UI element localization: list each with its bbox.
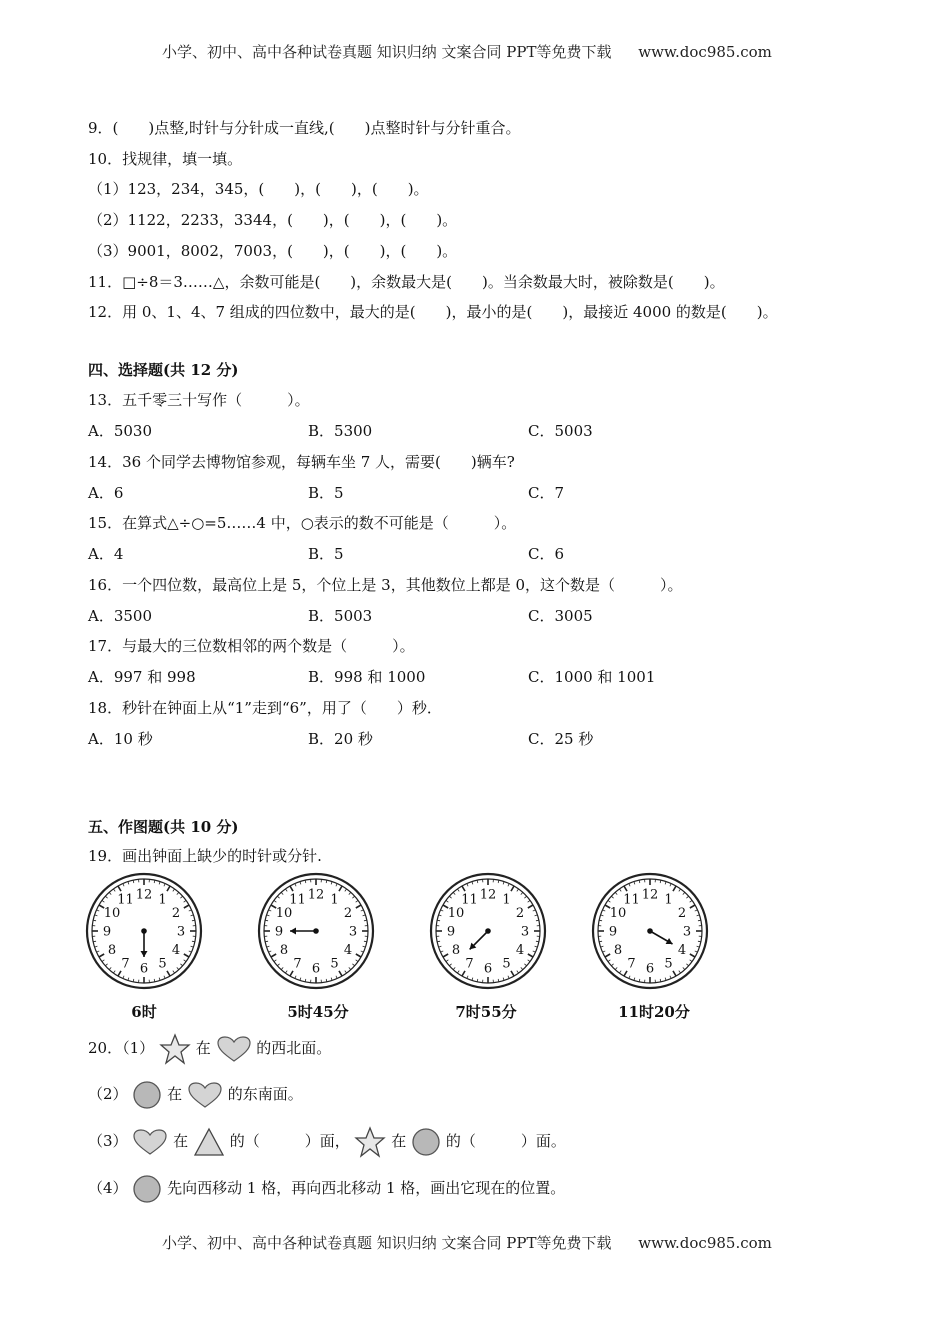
clock-caption: 7时55分 [455, 1003, 517, 1021]
option-c: C．3005 [528, 607, 593, 625]
clock-number: 12 [135, 887, 153, 903]
question-20-2: （2） 在 的东南面。 [88, 1078, 303, 1110]
option-c: C．6 [528, 545, 565, 563]
option-b: B．5 [308, 484, 344, 502]
clock-number: 7 [121, 956, 130, 972]
clock-number: 2 [343, 906, 353, 921]
clock-center [647, 928, 653, 934]
clock-face [590, 871, 710, 991]
clock-number: 8 [613, 943, 623, 958]
question-9: 9．( )点整,时针与分针成一直线,( )点整时针与分针重合。 [88, 119, 521, 137]
heart-icon [216, 1035, 252, 1063]
page-footer [162, 1232, 772, 1253]
clock-number: 1 [502, 892, 511, 908]
option-c: C．1000 和 1001 [528, 668, 656, 686]
clock-number: 11 [461, 892, 478, 908]
circle-icon [411, 1127, 441, 1157]
clock-number: 1 [158, 892, 167, 908]
question-13: 13．五千零三十写作（ ）。 [88, 391, 310, 409]
question-19: 19．画出钟面上缺少的时针或分针. [88, 847, 322, 865]
clock-number: 8 [451, 943, 461, 958]
clock-number: 10 [447, 906, 465, 921]
clock-number: 11 [289, 892, 306, 908]
question-18: 18．秒针在钟面上从“1”走到“6”，用了（ ）秒． [88, 699, 442, 717]
question-15: 15．在算式△÷○=5……4 中，○表示的数不可能是（ ）。 [88, 514, 517, 532]
clock-number: 6 [139, 961, 149, 977]
clock-number: 5 [502, 956, 511, 972]
clock-number: 6 [645, 961, 655, 977]
clock-number: 8 [279, 943, 289, 958]
clock-number: 4 [515, 943, 525, 958]
clock-number: 3 [682, 924, 692, 940]
clock-number: 12 [479, 887, 497, 903]
clock-caption: 5时45分 [287, 1003, 349, 1021]
section-5-title: 五、作图题(共 10 分) [88, 818, 239, 836]
circle-icon [132, 1174, 162, 1204]
question-20-1: 20．（1） 在 的西北面。 [88, 1032, 331, 1065]
clock-number: 7 [627, 956, 636, 972]
triangle-icon [193, 1127, 225, 1157]
question-20-3: （3） 在 的（ ）面， 在 的（ ）面。 [88, 1125, 566, 1158]
header-url[interactable]: www.doc985.com [638, 43, 772, 61]
option-b: B．998 和 1000 [308, 668, 426, 686]
clock-number: 9 [446, 924, 456, 940]
clock-number: 2 [171, 906, 181, 921]
option-b: B．5300 [308, 422, 373, 440]
question-10-3: （3）9001，8002，7003，( )，( )，( )。 [88, 242, 458, 260]
question-11: 11．□÷8＝3……△，余数可能是( )，余数最大是( )。当余数最大时，被除数是( )。 [88, 273, 725, 291]
clock-number: 10 [103, 906, 121, 921]
option-a: A．3500 [88, 607, 153, 625]
clock-number: 5 [158, 956, 167, 972]
clock-number: 2 [677, 906, 687, 921]
heart-icon [132, 1128, 168, 1156]
option-c: C．5003 [528, 422, 593, 440]
question-20-4: （4） 先向西移动 1 格，再向西北移动 1 格，画出它现在的位置。 [88, 1172, 565, 1204]
clock-face [84, 871, 204, 991]
option-c: C．7 [528, 484, 565, 502]
clock-caption: 11时20分 [618, 1003, 690, 1021]
option-b: B．20 秒 [308, 730, 373, 748]
footer-text: 小学、初中、高中各种试卷真题 知识归纳 文案合同 PPT等免费下载 [162, 1234, 612, 1252]
clock-number: 6 [311, 961, 321, 977]
option-b: B．5003 [308, 607, 373, 625]
clock-number: 9 [608, 924, 618, 940]
clock-number: 1 [664, 892, 673, 908]
clock-number: 6 [483, 961, 493, 977]
clock-caption: 6时 [131, 1003, 157, 1021]
question-12: 12．用 0、1、4、7 组成的四位数中，最大的是( )，最小的是( )，最接近 4000 的数是( )。 [88, 303, 778, 321]
question-10-1: （1）123，234，345，( )，( )，( )。 [88, 180, 429, 198]
question-16: 16．一个四位数，最高位上是 5，个位上是 3，其他数位上都是 0，这个数是（ ）。 [88, 576, 683, 594]
option-a: A．10 秒 [88, 730, 153, 748]
clock-center [141, 928, 147, 934]
option-c: C．25 秒 [528, 730, 594, 748]
clock-number: 11 [117, 892, 134, 908]
clock-number: 3 [176, 924, 186, 940]
clock-number: 12 [307, 887, 325, 903]
clock-number: 10 [609, 906, 627, 921]
clock-number: 9 [102, 924, 112, 940]
footer-url[interactable]: www.doc985.com [638, 1234, 772, 1252]
question-10-2: （2）1122，2233，3344，( )，( )，( )。 [88, 211, 458, 229]
clock-number: 11 [623, 892, 640, 908]
clock-number: 3 [520, 924, 530, 940]
clock-number: 7 [465, 956, 474, 972]
clock-number: 7 [293, 956, 302, 972]
page-header [162, 41, 772, 62]
question-10: 10．找规律，填一填。 [88, 150, 243, 168]
circle-icon [132, 1080, 162, 1110]
clock-number: 3 [348, 924, 358, 940]
clock-number: 5 [664, 956, 673, 972]
clock-face [428, 871, 548, 991]
clock-number: 4 [677, 943, 687, 958]
star-icon [159, 1033, 191, 1065]
clock-number: 4 [171, 943, 181, 958]
section-4-title: 四、选择题(共 12 分) [88, 361, 239, 379]
clock-number: 1 [330, 892, 339, 908]
clock-number: 10 [275, 906, 293, 921]
option-a: A．4 [88, 545, 124, 563]
heart-icon [187, 1081, 223, 1109]
question-17: 17．与最大的三位数相邻的两个数是（ ）。 [88, 637, 415, 655]
clock-number: 2 [515, 906, 525, 921]
option-b: B．5 [308, 545, 344, 563]
option-a: A．997 和 998 [88, 668, 196, 686]
clock-number: 9 [274, 924, 284, 940]
clock-number: 4 [343, 943, 353, 958]
clock-number: 8 [107, 943, 117, 958]
question-14: 14．36 个同学去博物馆参观，每辆车坐 7 人，需要( )辆车? [88, 453, 515, 471]
clock-center [485, 928, 491, 934]
star-icon [354, 1126, 386, 1158]
clock-face [256, 871, 376, 991]
option-a: A．6 [88, 484, 124, 502]
clock-number: 12 [641, 887, 659, 903]
clock-number: 5 [330, 956, 339, 972]
header-text: 小学、初中、高中各种试卷真题 知识归纳 文案合同 PPT等免费下载 [162, 43, 612, 61]
clock-center [313, 928, 319, 934]
option-a: A．5030 [88, 422, 153, 440]
